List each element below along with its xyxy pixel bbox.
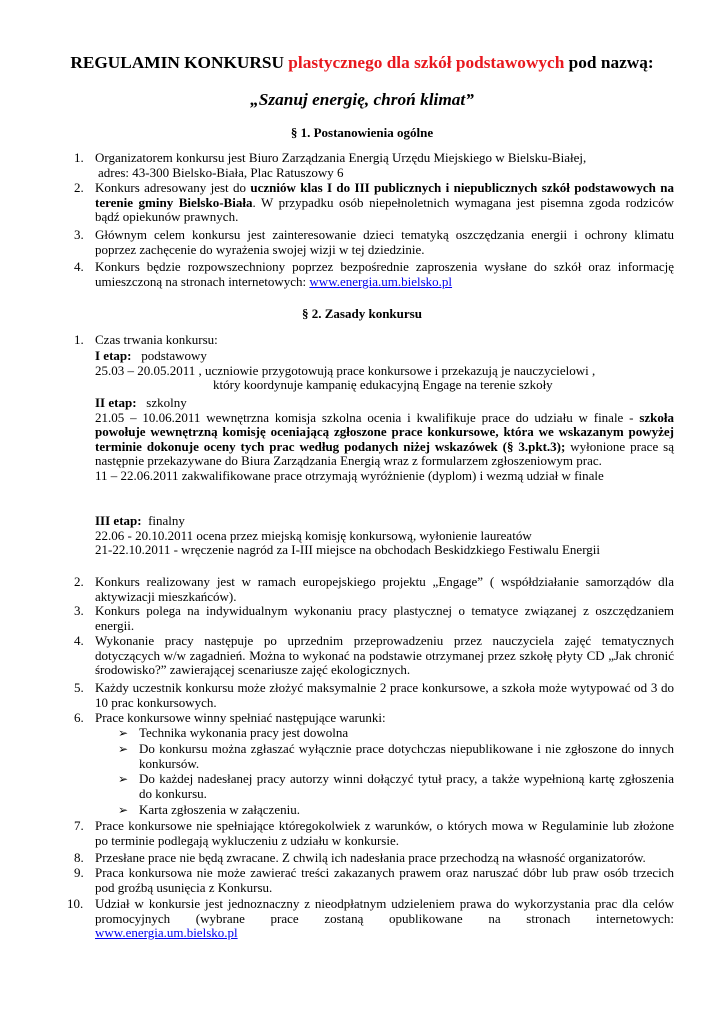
section-2-heading: § 2. Zasady konkursu [302,306,422,321]
s2-item-10: 10. Udział w konkursie jest jednoznaczny z nieodpłatnym udzieleniem prawa do wykorzystania prac dla celów promocyjnych (wybrane prace zostaną opublikowane na stronach internetowych: www.energia.um.bielsko.pl [67,896,674,941]
title-part-2-highlight: plastycznego dla szkół podstawowych [288,53,565,72]
s2-item-2: 2. Konkurs realizowany jest w ramach europejskiego projektu „Engage” ( współdziałanie samorządów dla aktywizacji mieszkańców). [74,574,674,604]
s2-item-4: 4. Wykonanie pracy następuje po uprzednim przeprowadzeniu przez nauczyciela zajęć tematycznych dotyczących w/w zagadnień. Można to wykonać na podstawie otrzymanej przez szkołę płyty CD „Jak chronić środowisko?” zawierającej scenariusze zajęć ekologicznych. [74,633,674,678]
s2-item-1: 1. Czas trwania konkursu: [74,332,218,347]
arrow-bullet-icon: ➢ [118,803,129,817]
condition-bullet-1: ➢ Technika wykonania pracy jest dowolna [118,725,349,740]
title-part-1: REGULAMIN KONKURSU [70,53,289,72]
s1-item-1: 1. Organizatorem konkursu jest Biuro Zarządzania Energią Urzędu Miejskiego w Bielsku-Białej, adres: 43-300 Bielsko-Biała, Plac Ratuszowy 6 [74,150,587,180]
s2-item-9: 9. Praca konkursowa nie może zawierać treści zakazanych prawem oraz naruszać dóbr lub praw osób trzecich pod groźbą usunięcia z Konkursu. [74,865,674,895]
s2-item-5: 5. Każdy uczestnik konkursu może złożyć maksymalnie 2 prace konkursowe, a szkoła może wytypować od 3 do 10 prac konkursowych. [74,680,674,710]
title-part-3: pod nazwą: [564,53,654,72]
s2-item-6: 6. Prace konkursowe winny spełniać następujące warunki: [74,710,386,725]
section-1-heading: § 1. Postanowienia ogólne [290,125,434,140]
stage-2-label: II etap: [95,395,137,410]
s1-item-4: 4. Konkurs będzie rozpowszechniony poprzez bezpośrednie zaproszenia wysłane do szkół oraz informację umieszczoną na stronach internetowych: www.energia.um.bielsko.pl [74,259,674,289]
stage-1: I etap: podstawowy 25.03 – 20.05.2011 , uczniowie przygotowują prace konkursowe i przekazują je nauczycielowi , który koordynuje kampanię edukacyjną Engage na terenie szkoły [95,348,596,393]
stage-2: II etap: szkolny 21.05 – 10.06.2011 wewnętrzna komisja szkolna ocenia i kwalifikuje prace do udziału w finale - szkoła powołuje wewnętrzną komisję oceniającą zgłoszone prace konkursowe, która we wskazanym powyżej terminie dokonuje oceny tych prac według podanych niżej wskazówek (§ 3.pkt.3); wyłonione prace są następnie przekazywane do Biura Zarządzania Energią wraz z formularzem zgłoszeniowym prac. 11 – 22.06.2011 zakwalifikowane prace otrzymają wyróżnienie (dyplom) i wezmą udział w finale [95,395,674,483]
s1-item-3: 3. Głównym celem konkursu jest zainteresowanie dzieci tematyką oszczędzania energii i ochrony klimatu poprzez zachęcenie do wyrażenia swojej wizji w tej dziedzinie. [74,227,674,257]
s1-item-2: 2. Konkurs adresowany jest do uczniów klas I do III publicznych i niepublicznych szkół podstawowych na terenie gminy Bielsko-Biała. W przypadku osób niepełnoletnich wymagana jest pisemna zgoda rodziców bądź opiekunów prawnych. [74,180,674,225]
stage-1-name: podstawowy [141,348,207,363]
stage-1-label: I etap: [95,348,132,363]
s2-item-7: 7. Prace konkursowe nie spełniające któregokolwiek z warunków, o których mowa w Regulaminie lub złożone po terminie podlegają wykluczeniu z udziału w konkursie. [74,818,674,848]
s2-item-3: 3. Konkurs polega na indywidualnym wykonaniu pracy plastycznej o tematyce związanej z oszczędzaniem energii. [74,603,674,633]
stage-3-name: finalny [148,513,185,528]
contest-name: „Szanuj energię, chroń klimat” [250,90,474,109]
s2-item-8: 8. Przesłane prace nie będą zwracane. Z chwilą ich nadesłania prace przechodzą na własność organizatorów. [74,850,646,865]
condition-bullet-2: ➢ Do konkursu można zgłaszać wyłącznie prace dotychczas niepublikowane i nie zgłoszone do innych konkursów. [118,741,674,771]
stage-2-name: szkolny [146,395,187,410]
document-title [0,53,724,73]
condition-bullet-4: ➢ Karta zgłoszenia w załączeniu. [118,802,300,817]
energia-website-link[interactable]: www.energia.um.bielsko.pl [309,273,453,289]
energia-website-link[interactable]: www.energia.um.bielsko.pl [95,925,238,941]
arrow-bullet-icon: ➢ [118,726,129,740]
condition-bullet-3: ➢ Do każdej nadesłanej pracy autorzy winni dołączyć tytuł pracy, a także wypełnioną kartę zgłoszenia do konkursu. [118,771,674,801]
stage-3: III etap: finalny 22.06 - 20.10.2011 ocena przez miejską komisję konkursową, wyłonienie laureatów 21-22.10.2011 - wręczenie nagród za I-III miejsce na obchodach Beskidzkiego Festiwalu Energii [95,513,601,558]
arrow-bullet-icon: ➢ [118,772,129,786]
stage-3-label: III etap: [95,513,142,528]
arrow-bullet-icon: ➢ [118,742,129,756]
